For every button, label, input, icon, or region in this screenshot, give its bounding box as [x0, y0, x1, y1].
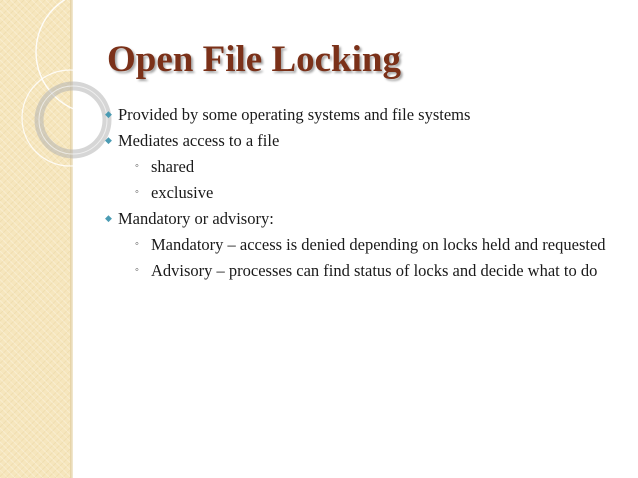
- circle-bullet-icon: ◦: [135, 160, 139, 172]
- sub-bullet-text: Mandatory – access is denied depending on locks held and requested: [151, 235, 606, 254]
- bullet-item: [103, 130, 623, 151]
- bullet-item: [103, 208, 623, 229]
- sub-bullet-text: exclusive: [151, 183, 214, 202]
- diamond-bullet-icon: ◆: [105, 109, 112, 119]
- slide-title: Open File Locking: [107, 39, 401, 80]
- sub-bullet-item: [103, 156, 623, 177]
- sub-bullet-text: Advisory – processes can find status of locks and decide what to do: [151, 261, 598, 280]
- bullet-text: Mandatory or advisory:: [118, 209, 274, 228]
- slide-content: [103, 104, 623, 286]
- bullet-item: [103, 104, 623, 125]
- circle-bullet-icon: ◦: [135, 186, 139, 198]
- diamond-bullet-icon: ◆: [105, 213, 112, 223]
- sub-bullet-item: [103, 182, 623, 203]
- bullet-text: Provided by some operating systems and file systems: [118, 105, 471, 124]
- diamond-bullet-icon: ◆: [105, 135, 112, 145]
- bullet-text: Mediates access to a file: [118, 131, 280, 150]
- circle-bullet-icon: ◦: [135, 264, 139, 276]
- circle-bullet-icon: ◦: [135, 238, 139, 250]
- sub-bullet-item: [103, 234, 623, 255]
- sub-bullet-item: [103, 260, 623, 281]
- sub-bullet-text: shared: [151, 157, 195, 176]
